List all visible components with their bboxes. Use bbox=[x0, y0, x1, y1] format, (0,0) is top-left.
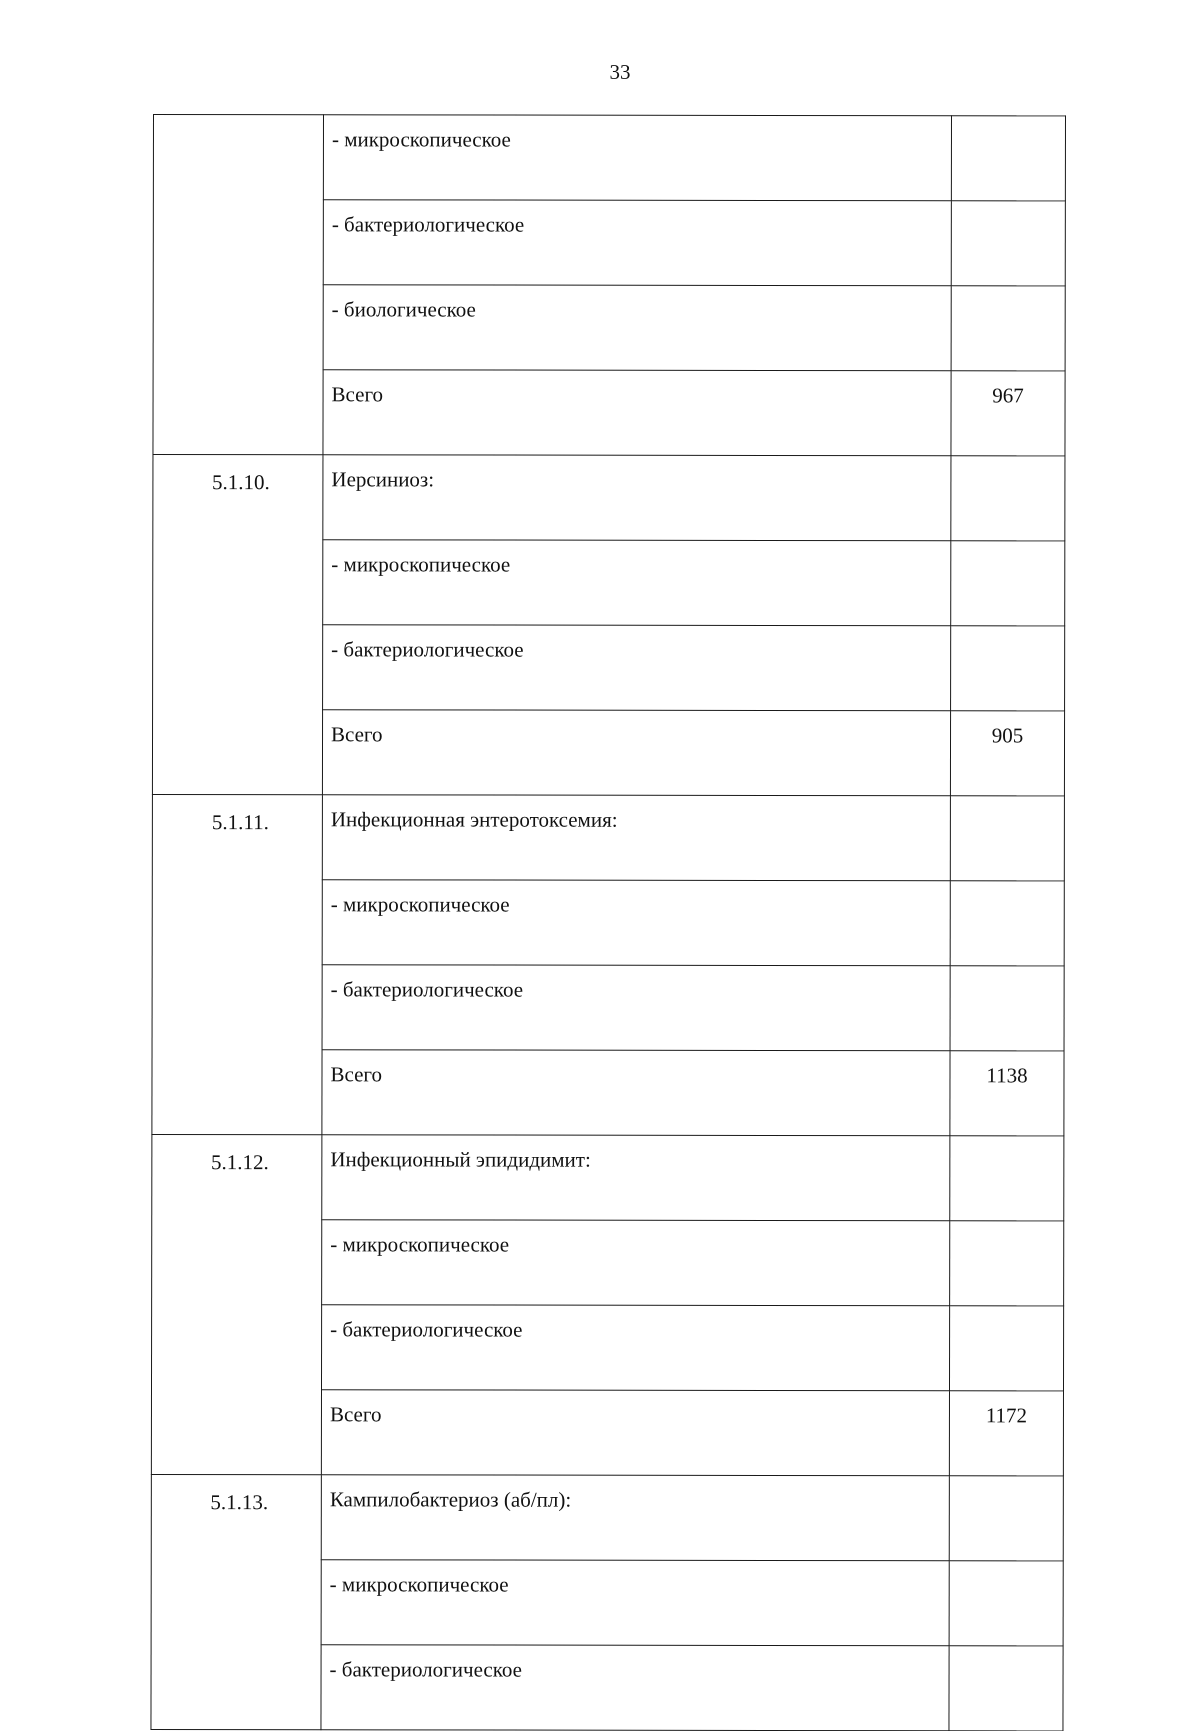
item-value-cell bbox=[951, 116, 1065, 201]
table-row bbox=[153, 115, 1065, 201]
item-name-cell: Всего bbox=[322, 1050, 950, 1136]
item-number-cell: 5.1.11. bbox=[152, 794, 323, 1134]
item-value-cell: 967 bbox=[951, 371, 1065, 456]
item-name-cell: Всего bbox=[321, 1390, 949, 1476]
table-row bbox=[152, 794, 1064, 880]
item-value-cell bbox=[951, 456, 1065, 541]
item-value-cell bbox=[950, 1136, 1064, 1221]
item-number-cell: 5.1.13. bbox=[151, 1474, 321, 1729]
item-name-cell: - микроскопическое bbox=[323, 540, 951, 626]
item-name-cell: Всего bbox=[322, 710, 950, 796]
item-name-cell: - биологическое bbox=[323, 285, 951, 371]
table-row bbox=[151, 1474, 1063, 1560]
item-name-cell: - бактериологическое bbox=[322, 965, 950, 1051]
item-name-cell: Всего bbox=[323, 370, 951, 456]
item-value-cell: 1172 bbox=[949, 1391, 1063, 1476]
item-value-cell bbox=[950, 1221, 1064, 1306]
item-number-cell: 5.1.10. bbox=[152, 455, 323, 795]
item-value-cell bbox=[950, 966, 1064, 1051]
indicators-table bbox=[150, 114, 1066, 1731]
item-value-cell bbox=[950, 796, 1064, 881]
item-value-cell: 905 bbox=[950, 711, 1064, 796]
item-name-cell: - бактериологическое bbox=[321, 1305, 949, 1391]
item-name-cell: - бактериологическое bbox=[323, 200, 951, 286]
item-name-cell: - микроскопическое bbox=[323, 115, 951, 201]
item-value-cell bbox=[951, 286, 1065, 371]
item-value-cell bbox=[949, 1646, 1063, 1731]
item-name-cell: Инфекционный эпидидимит: bbox=[322, 1135, 950, 1221]
item-value-cell: 1138 bbox=[950, 1051, 1064, 1136]
table-row bbox=[153, 455, 1065, 541]
item-name-cell: Иерсиниоз: bbox=[323, 455, 951, 541]
item-name-cell: - бактериологическое bbox=[323, 625, 951, 711]
item-number-cell: 5.1.12. bbox=[151, 1134, 322, 1474]
item-value-cell bbox=[951, 541, 1065, 626]
item-value-cell bbox=[951, 201, 1065, 286]
item-value-cell bbox=[949, 1476, 1063, 1561]
item-name-cell: - бактериологическое bbox=[321, 1645, 949, 1731]
item-value-cell bbox=[951, 626, 1065, 711]
item-name-cell: - микроскопическое bbox=[322, 1220, 950, 1306]
item-name-cell: - микроскопическое bbox=[321, 1560, 949, 1646]
item-number-cell bbox=[153, 115, 324, 455]
item-name-cell: Кампилобактериоз (аб/пл): bbox=[321, 1475, 949, 1561]
table-row bbox=[152, 1134, 1064, 1220]
item-value-cell bbox=[949, 1561, 1063, 1646]
item-name-cell: - микроскопическое bbox=[322, 880, 950, 966]
item-value-cell bbox=[950, 881, 1064, 966]
item-name-cell: Инфекционная энтеротоксемия: bbox=[322, 795, 950, 881]
page-number: 33 bbox=[609, 60, 631, 84]
item-value-cell bbox=[949, 1306, 1063, 1391]
